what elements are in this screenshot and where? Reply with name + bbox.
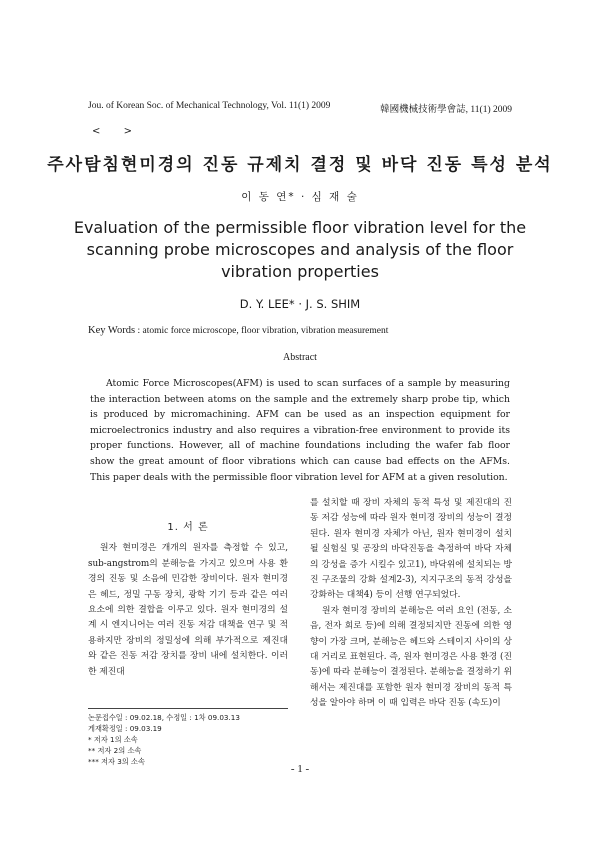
english-title: Evaluation of the permissible floor vibration level for the scanning probe microscopes and analysis of the floor vibration properties [73, 218, 527, 281]
journal-header-right: 韓國機械技術學會誌, 11(1) 2009 [380, 105, 512, 115]
abstract-paragraph: Atomic Force Microscopes(AFM) is used to scan surfaces of a sample by measuring the interaction between atoms on the sample and the extremely sharp probe tip, which is produced by micromachining. AFM can be used as an inspection equipment for microelectronics industry and also requires a vibration-free environment to provide its proper functions. However, all of machine foundations including the wafer fab floor show the great amount of floor vibrations which can cause bad effects on the AFMs. This paper deals with the permissible floor vibration level for AFM at a given resolution. [90, 378, 510, 483]
footnote-received: 논문접수일 : 09.02.18, 수정일 : 1차 09.03.13 [88, 713, 240, 722]
footnote-accepted: 게재확정일 : 09.03.19 [88, 724, 162, 733]
footnotes [88, 708, 288, 767]
section-heading: 1. 서 론 [167, 522, 209, 533]
english-authors: D. Y. LEE* · J. S. SHIM [239, 297, 361, 311]
footnote-author-2: ** 저자 2의 소속 [88, 746, 142, 755]
footnote-author-3: *** 저자 3의 소속 [88, 757, 145, 766]
abstract-body [90, 376, 510, 485]
abstract-title: Abstract [283, 352, 317, 363]
right-column [310, 496, 512, 712]
footnote-author-1: * 저자 1의 소속 [88, 735, 138, 744]
journal-header-left: Jou. of Korean Soc. of Mechanical Technology, Vol. 11(1) 2009 [88, 101, 331, 111]
korean-authors: 이 동 연* · 심 재 술 [241, 191, 359, 203]
intro-paragraph-2: 를 설치할 때 장비 자체의 동적 특성 및 제진대의 진동 저감 성능에 따라 원자 현미경 장비의 성능이 결정된다. 원자 현미경 자체가 아닌, 원자 현미경이 설치될 실험실 및 공장의 바닥진동을 측정하여 바닥 자체의 강성을 증가 시킬수 있고1), 바닥위에 설치되는 방진 구조물의 강화 설계2-3), 지지구조의 동적 강성을 강화하는 대책4) 등이 선행 연구되었다. [310, 498, 512, 601]
intro-paragraph-1: 원자 현미경은 개개의 원자를 측정할 수 있고, sub-angstrom의 분해능을 가지고 있으며 사용 환경의 진동 및 소음에 민감한 장비이다. 원자 현미경은 헤드, 정밀 구동 장치, 광학 기기 등과 같은 여러 요소에 의한 결합을 이루고 있다. 원자 현미경의 설계 시 엔지니어는 여러 진동 저감 대책을 연구 및 적용하지만 장비의 정밀성에 의해 부가적으로 제진대와 같은 진동 저감 장치를 장비 내에 설치한다. 이러한 제진대 [88, 543, 288, 677]
section-marker [92, 126, 132, 137]
left-column [88, 520, 288, 680]
marker-close: > [123, 126, 132, 137]
keywords-text: : atomic force microscope, floor vibration, vibration measurement [135, 326, 389, 336]
page-number: - 1 - [290, 763, 310, 775]
marker-open: < [92, 126, 101, 137]
korean-title: 주사탐침현미경의 진동 규제치 결정 및 바닥 진동 특성 분석 [47, 155, 553, 175]
keywords [88, 325, 388, 336]
keywords-label: Key Words [88, 325, 136, 336]
intro-paragraph-3: 원자 현미경 장비의 분해능은 여러 요인 (전동, 소음, 전자 회로 등)에 의해 결정되지만 진동에 의한 영향이 가장 크며, 분해능은 헤드와 스테이지 사이의 상대 거리로 표현된다. 즉, 원자 현미경은 사용 환경 (진동)에 따라 분해능이 결정된다. 분해능을 결정하기 위해서는 제진대를 포함한 원자 현미경 장비의 동적 특성을 알아야 하며 이 때 입력은 바닥 진동 (속도)이 [310, 605, 512, 709]
